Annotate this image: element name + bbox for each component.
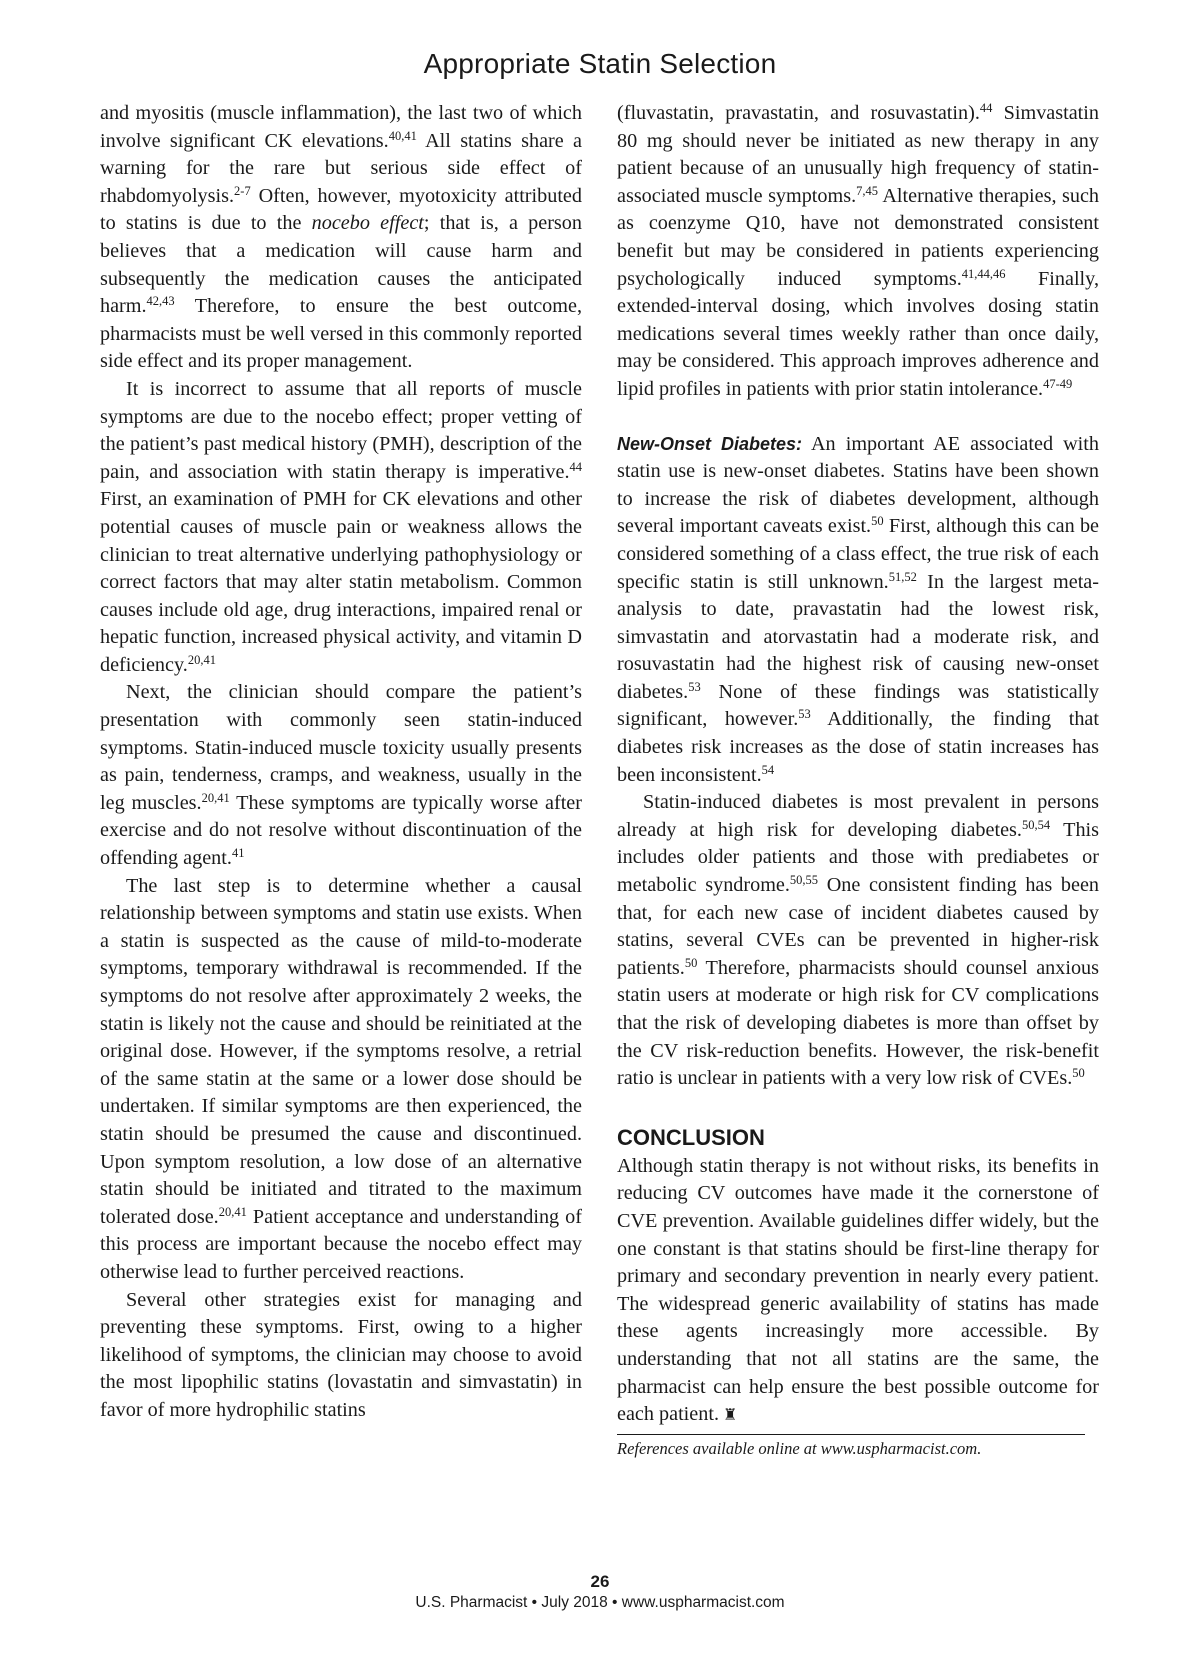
divider (617, 1434, 1085, 1435)
paragraph: (fluvastatin, pravastatin, and rosuvastatin).$^{44}$ Simvastatin 80 mg should never be initiated as new therapy in any patient because of an unusually high frequency of statin-associated muscle symptoms.$^{7,45}$ Alternative therapies, such as coenzyme Q10, have not demonstrated consistent benefit but may be considered in patients experiencing psychologically induced symptoms.$^{41,44,46}$ Finally, extended-interval dosing, which involves dosing statin medications several times weekly rather than once daily, may be considered. This approach improves adherence and lipid profiles in patients with prior statin intolerance.$^{47-49}$ (617, 101, 1099, 400)
paragraph: It is incorrect to assume that all reports of muscle symptoms are due to the nocebo effect; proper vetting of the patient’s past medical history (PMH), description of the pain, and association with statin therapy is imperative.$^{44}$ First, an examination of PMH for CK elevations and other potential causes of muscle pain or weakness allows the clinician to treat alternative underlying pathophysiology or correct factors that may alter statin metabolism. Common causes include old age, drug interactions, impaired renal or hepatic function, increased physical activity, and vitamin D deficiency.$^{20,41}$ (100, 377, 582, 676)
citation: 2-7 (234, 183, 251, 198)
citation: 50 (1072, 1066, 1085, 1081)
citation: 42,43 (146, 294, 175, 309)
paragraph: and myositis (muscle inflammation), the last two of which involve significant CK elevations.$^{40,41}$ All statins share a warning for the rare but serious side effect of rhabdomyolysis.$^{2-7}$ Often, however, myotoxicity attributed to statins is due to the nocebo effect; that is, a person believes that a medication will cause harm and subsequently the medication causes the anticipated harm.$^{42,43}$ Therefore, to ensure the best outcome, pharmacists must be well versed in this commonly reported side effect and its proper management. (100, 102, 583, 373)
paragraph: New-Onset Diabetes: An important AE associated with statin use is new-onset diabetes. Statins have been shown to increase the risk of diabetes development, although several important caveats exist.$^{50}$ First, although this can be considered something of a class effect, the true risk of each specific statin is still unknown.$^{51,52}$ In the largest meta-analysis to date, pravastatin had the lowest risk, simvastatin and atorvastatin had a moderate risk, and rosuvastatin had the highest risk of causing new-onset diabetes.$^{53}$ None of these findings was statistically significant, however.$^{53}$ Additionally, the finding that diabetes risk increases as the dose of statin increases has been inconsistent.$^{54}$ (617, 432, 1100, 786)
spacer (617, 1093, 1099, 1123)
citation: 41,44,46 (961, 266, 1006, 281)
citation: 44 (979, 101, 993, 115)
right-column (617, 100, 1099, 1460)
citation: 50,55 (789, 873, 819, 888)
citation: 50 (871, 514, 884, 529)
subsection-heading: New-Onset Diabetes: (617, 433, 803, 454)
citation: 20,41 (218, 1204, 247, 1219)
paragraph: Several other strategies exist for managing and preventing these symptoms. First, owing to a higher likelihood of symptoms, the clinician may choose to avoid the most lipophilic statins (lovastatin and simvastatin) in favor of more hydrophilic statins (100, 1288, 582, 1421)
citation: 41 (231, 846, 245, 861)
citation: 51,52 (888, 569, 917, 584)
paragraph: Statin-induced diabetes is most prevalent in persons already at high risk for developing diabetes.$^{50,54}$ This includes older patients and those with prediabetes or metabolic syndrome.$^{50,55}$ One consistent finding has been that, for each new case of incident diabetes caused by statins, several CVEs can be prevented in higher-risk patients.$^{50}$ Therefore, pharmacists should counsel anxious statin users at moderate or high risk for CV complications that the risk of developing diabetes is more than offset by the CV risk-reduction benefits. However, the risk-benefit ratio is unclear in patients with a very low risk of CVEs.$^{50}$ (617, 791, 1099, 1090)
paragraph: Next, the clinician should compare the patient’s presentation with commonly seen statin-induced symptoms. Statin-induced muscle toxicity usually presents as pain, tenderness, cramps, and weakness, usually in the leg muscles.$^{20,41}$ These symptoms are typically worse after exercise and do not resolve without discontinuation of the offending agent.$^{41}$ (100, 681, 582, 870)
citation: 20,41 (201, 790, 230, 805)
end-of-article-icon: ♜ (723, 1407, 738, 1425)
page-number: 26 (590, 1572, 610, 1591)
paragraph: Although statin therapy is not without risks, its benefits in reducing CV outcomes have made it the cornerstone of CVE prevention. Available guidelines differ widely, but the one constant is that statins should be first-line therapy for primary and secondary prevention in nearly every patient. The widespread generic availability of statins has made these agents increasingly more accessible. By understanding that not all statins are the same, the pharmacist can help ensure the best possible outcome for each patient. ♜ (617, 1153, 1099, 1430)
paragraph: The last step is to determine whether a causal relationship between symptoms and statin use exists. When a statin is suspected as the cause of mild-to-moderate symptoms, temporary withdrawal is recommended. If the symptoms do not resolve after approximately 2 weeks, the statin is likely not the cause and should be reinitiated at the original dose. However, if the symptoms resolve, a retrial of the same statin at the same or a lower dose should be undertaken. If similar symptoms are then experienced, the statin should be presumed the cause and discontinued. Upon symptom resolution, a low dose of an alternative statin should be initiated and titrated to the maximum tolerated dose.$^{20,41}$ Patient acceptance and understanding of this process are important because the nocebo effect may otherwise lead to further perceived reactions. (100, 874, 582, 1283)
citation: 53 (798, 707, 811, 722)
citation: 20,41 (187, 652, 216, 667)
section-title-conclusion: CONCLUSION (617, 1124, 765, 1150)
citation: 54 (761, 762, 775, 777)
citation: 40,41 (388, 128, 417, 143)
footer-publication: U.S. Pharmacist • July 2018 • www.uspharmacist.com (415, 1594, 785, 1611)
citation: 50,54 (1021, 817, 1051, 832)
page-header-title: Appropriate Statin Selection (423, 48, 777, 79)
spacer (617, 404, 1099, 431)
references-note: References available online at www.uspharmacist.com. (617, 1438, 982, 1458)
left-column (100, 100, 582, 1425)
citation: 50 (684, 955, 698, 970)
citation: 53 (688, 679, 701, 694)
citation: 44 (569, 459, 582, 474)
citation: 7,45 (856, 183, 878, 198)
citation: 47-49 (1043, 376, 1073, 391)
emphasis-term: nocebo effect (311, 212, 424, 235)
